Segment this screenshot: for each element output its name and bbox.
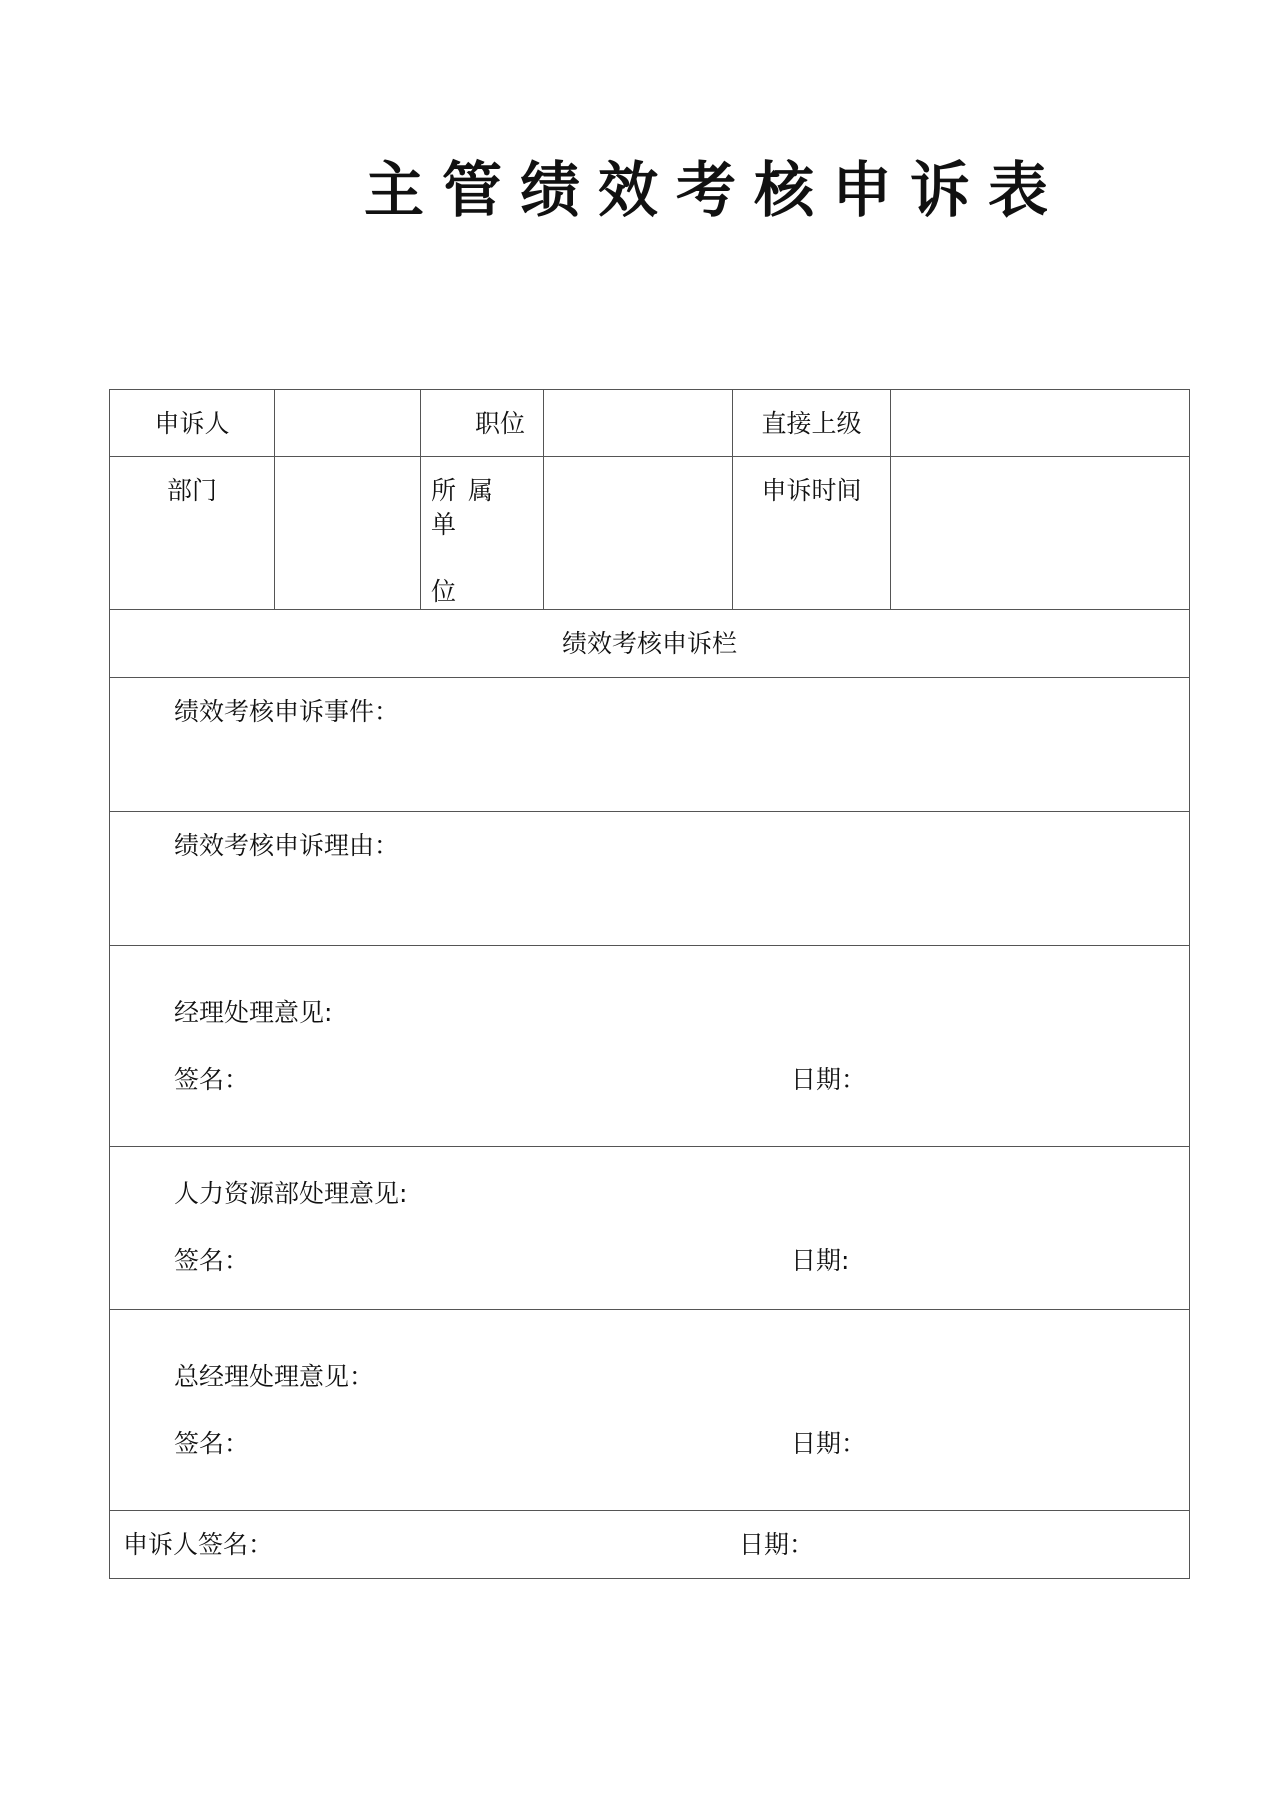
- manager-signature-label: 签名：: [174, 1065, 250, 1094]
- department-label: 部门: [110, 457, 275, 610]
- manager-signature-row: [174, 1063, 1189, 1097]
- unit-label-line2: 位: [431, 577, 469, 606]
- unit-label: [421, 457, 544, 610]
- appeal-reason-field[interactable]: [110, 812, 1190, 946]
- appellant-date-label: 日期：: [739, 1530, 815, 1559]
- hr-date-label: 日期:: [791, 1246, 850, 1275]
- appeal-reason-label: 绩效考核申诉理由：: [174, 831, 400, 860]
- appeal-time-label: 申诉时间: [733, 457, 891, 610]
- hr-opinion-label: 人力资源部处理意见:: [174, 1179, 408, 1208]
- position-label: 职位: [421, 390, 544, 457]
- info-row-2: [110, 457, 1190, 610]
- manager-opinion-field[interactable]: [110, 946, 1190, 1147]
- supervisor-label: 直接上级: [733, 390, 891, 457]
- appeal-event-field[interactable]: [110, 678, 1190, 812]
- appellant-signature-row: [110, 1511, 1190, 1579]
- appellant-signature-field[interactable]: [110, 1511, 1190, 1579]
- hr-signature-label: 签名：: [174, 1246, 250, 1275]
- appeal-reason-row: [110, 812, 1190, 946]
- unit-field[interactable]: [544, 457, 733, 610]
- appellant-field[interactable]: [275, 390, 421, 457]
- appeal-section-header: 绩效考核申诉栏: [110, 610, 1190, 678]
- page-title: 主管绩效考核申诉表: [364, 156, 1066, 226]
- position-field[interactable]: [544, 390, 733, 457]
- manager-opinion-label: 经理处理意见:: [174, 998, 333, 1027]
- gm-signature-label: 签名：: [174, 1429, 250, 1458]
- manager-date-label: 日期：: [791, 1065, 867, 1094]
- manager-opinion-row: [110, 946, 1190, 1147]
- appellant-signature-line: [110, 1511, 1189, 1578]
- gm-opinion-row: [110, 1310, 1190, 1511]
- appeal-time-field[interactable]: [891, 457, 1190, 610]
- appellant-label: 申诉人: [110, 390, 275, 457]
- appeal-form-table: [109, 389, 1190, 1579]
- info-row-1: [110, 390, 1190, 457]
- appeal-section-header-row: [110, 610, 1190, 678]
- appeal-event-row: [110, 678, 1190, 812]
- hr-opinion-field[interactable]: [110, 1147, 1190, 1310]
- gm-opinion-field[interactable]: [110, 1310, 1190, 1511]
- gm-date-label: 日期：: [791, 1429, 867, 1458]
- gm-signature-row: [174, 1427, 1189, 1461]
- supervisor-field[interactable]: [891, 390, 1190, 457]
- appeal-event-label: 绩效考核申诉事件：: [174, 697, 400, 726]
- department-field[interactable]: [275, 457, 421, 610]
- gm-opinion-label: 总经理处理意见：: [174, 1362, 375, 1391]
- hr-signature-row: [174, 1244, 1189, 1278]
- hr-opinion-row: [110, 1147, 1190, 1310]
- unit-label-line1: 所属单: [431, 476, 506, 539]
- appellant-signature-label: 申诉人签名：: [123, 1530, 274, 1559]
